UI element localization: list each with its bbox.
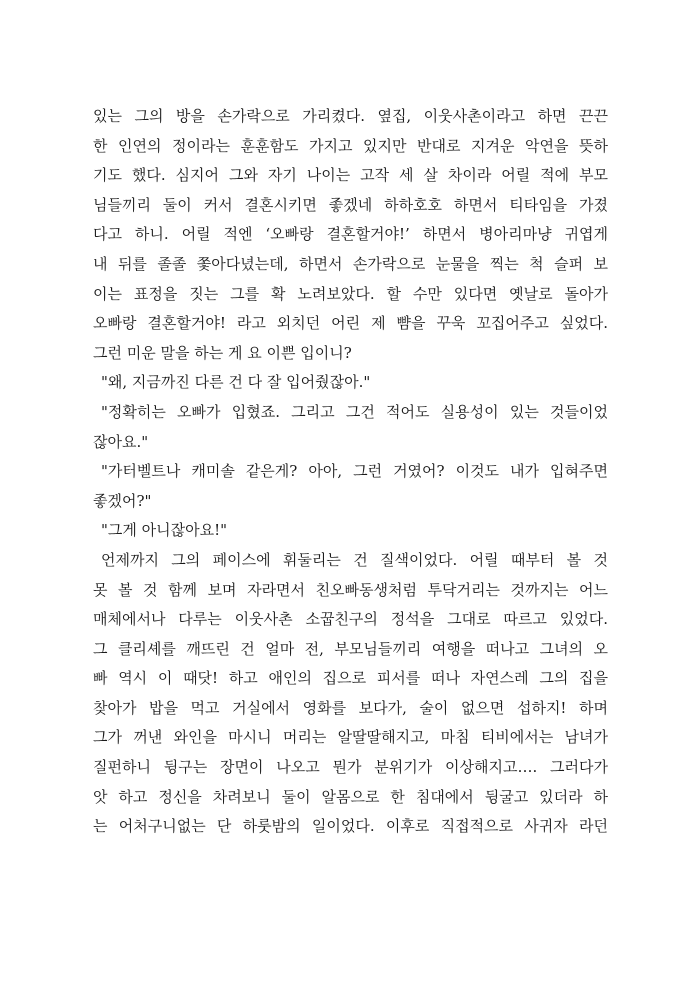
- dialogue-line-2: "정확히는 오빠가 입혔죠. 그리고 그건 적어도 실용성이 있는 것들이었: [101, 402, 608, 421]
- text-line-1: 있는 그의 방을 손가락으로 가리켰다. 옆집, 이웃사촌이라고 하면 끈끈: [93, 107, 608, 125]
- text-line-22: 그가 꺼낸 와인을 마시니 머리는 알딸딸해지고, 마침 티비에서는 남녀가: [93, 728, 608, 747]
- body-text: [93, 102, 608, 842]
- text-line-25: 는 어처구니없는 단 하룻밤의 일이었다. 이후로 직접적으로 사귀자 라던: [93, 817, 608, 836]
- dialogue-line-4: "그게 아니잖아요!": [101, 521, 228, 540]
- dialogue-line-3: "가터벨트나 캐미솔 같은게? 아아, 그런 거였어? 이것도 내가 입혀주면: [101, 462, 608, 481]
- text-line-2: 한 인연의 정이라는 훈훈함도 가지고 있지만 반대로 지겨운 악연을 뜻하: [93, 136, 608, 155]
- text-line-21: 찾아가 밥을 먹고 거실에서 영화를 보다가, 술이 없으면 섭하지! 하며: [93, 698, 608, 717]
- text-line-18: 매체에서나 다루는 이웃사촌 소꿉친구의 정석을 그대로 따르고 있었다.: [93, 610, 608, 629]
- text-line-16: 언제까지 그의 페이스에 휘둘리는 건 질색이었다. 어릴 때부터 볼 것: [101, 550, 608, 569]
- text-line-7: 이는 표정을 짓는 그를 확 노려보았다. 할 수만 있다면 옛날로 돌아가: [93, 284, 608, 303]
- text-line-8: 오빠랑 결혼할거야! 라고 외치던 어린 제 뺨을 꾸욱 꼬집어주고 싶었다.: [93, 314, 608, 333]
- text-line-9: 그런 미운 말을 하는 게 요 이쁜 입이니?: [93, 343, 352, 362]
- dialogue-line-3-cont: 좋겠어?": [93, 491, 152, 510]
- text-line-20: 빠 역시 이 때닷! 하고 애인의 집으로 피서를 떠나 자연스레 그의 집을: [93, 669, 608, 688]
- text-line-24: 앗 하고 정신을 차려보니 둘이 알몸으로 한 침대에서 뒹굴고 있더라 하: [93, 787, 608, 806]
- text-line-5: 다고 하니. 어릴 적엔 ‘오빠랑 결혼할거야!’ 하면서 병아리마냥 귀엽게: [93, 225, 608, 244]
- text-line-6: 내 뒤를 졸졸 쫓아다녔는데, 하면서 손가락으로 눈물을 찍는 척 슬퍼 보: [93, 254, 608, 273]
- text-line-3: 기도 했다. 심지어 그와 자기 나이는 고작 세 살 차이라 어릴 적에 부모: [93, 166, 608, 185]
- text-line-4: 님들끼리 둘이 커서 결혼시키면 좋겠네 하하호호 하면서 티타임을 가졌: [93, 195, 608, 214]
- dialogue-line-1: "왜, 지금까진 다른 건 다 잘 입어줬잖아.": [101, 373, 371, 392]
- text-line-17: 못 볼 것 함께 보며 자라면서 친오빠동생처럼 투닥거리는 것까지는 어느: [93, 580, 608, 599]
- text-line-19: 그 클리셰를 깨뜨린 건 얼마 전, 부모님들끼리 여행을 떠나고 그녀의 오: [93, 639, 608, 658]
- dialogue-line-2-cont: 잖아요.": [93, 432, 149, 451]
- text-line-23: 질펀하니 뒹구는 장면이 나오고 뭔가 분위기가 이상해지고…. 그러다가: [93, 758, 608, 777]
